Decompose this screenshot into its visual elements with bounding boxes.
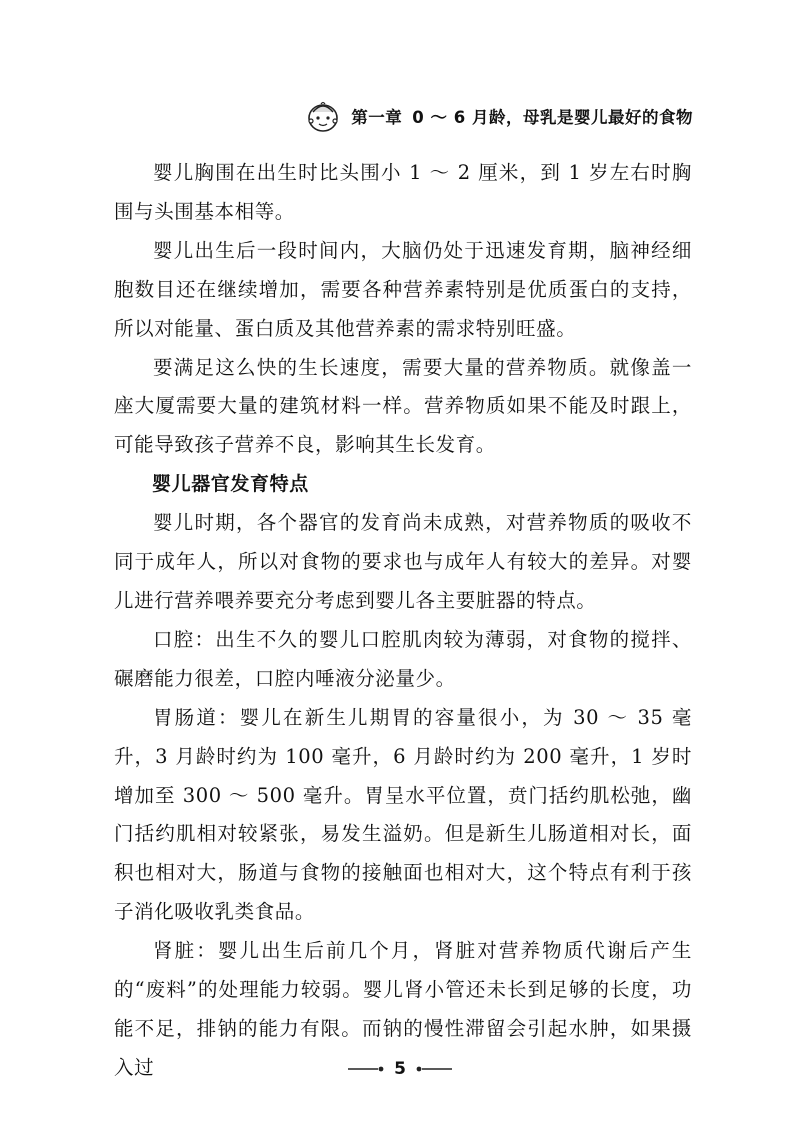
baby-face-icon [305, 98, 341, 134]
paragraph-growth-nutrition: 要满足这么快的生长速度，需要大量的营养物质。就像盖一座大厦需要大量的建筑材料一样。营养物质如果不能及时跟上，可能导致孩子营养不良，影响其生长发育。 [114, 355, 692, 457]
paragraph-kidney: 肾脏：婴儿出生后前几个月，肾脏对营养物质代谢后产生的“废料”的处理能力较弱。婴儿肾小管还未长到足够的长度，功能不足，排钠的能力有限。而钠的慢性滞留会引起水肿，如果摄入过 [114, 939, 692, 1079]
page-footer [0, 1059, 800, 1079]
paragraph-chest-circumference: 婴儿胸围在出生时比头围小 1 ～ 2 厘米，到 1 岁左右时胸围与头围基本相等。 [114, 161, 692, 223]
paragraph-gastrointestinal: 胃肠道：婴儿在新生儿期胃的容量很小，为 30 ～ 35 毫升，3 月龄时约为 100 毫升，6 月龄时约为 200 毫升，1 岁时增加至 300 ～ 500 毫升。胃呈水平位置，贲门括约肌松弛，幽门括约肌相对较紧张，易发生溢奶。但是新生儿肠道相对长，面积也相对大，肠道与食物的接触面也相对大，这个特点有利于孩子消化吸收乳类食品。 [114, 705, 692, 924]
footer-ornament-right [414, 1062, 454, 1076]
chapter-title: 0 ～ 6 月龄，母乳是婴儿最好的食物 [412, 108, 693, 127]
page-number: 5 [394, 1059, 406, 1079]
running-header [305, 98, 693, 134]
paragraph-oral-cavity: 口腔：出生不久的婴儿口腔肌肉较为薄弱，对食物的搅拌、碾磨能力很差，口腔内唾液分泌量少。 [114, 627, 692, 690]
footer-ornament-left [346, 1062, 386, 1076]
chapter-label: 第一章 [351, 108, 403, 127]
page-body [114, 154, 692, 1088]
section-heading: 婴儿器官发育特点 [152, 473, 309, 496]
paragraph-organ-overview: 婴儿时期，各个器官的发育尚未成熟，对营养物质的吸收不同于成年人，所以对食物的要求也与成年人有较大的差异。对婴儿进行营养喂养要充分考虑到婴儿各主要脏器的特点。 [114, 511, 692, 612]
paragraph-brain-development: 婴儿出生后一段时间内，大脑仍处于迅速发育期，脑神经细胞数目还在继续增加，需要各种营养素特别是优质蛋白的支持，所以对能量、蛋白质及其他营养素的需求特别旺盛。 [114, 238, 692, 340]
